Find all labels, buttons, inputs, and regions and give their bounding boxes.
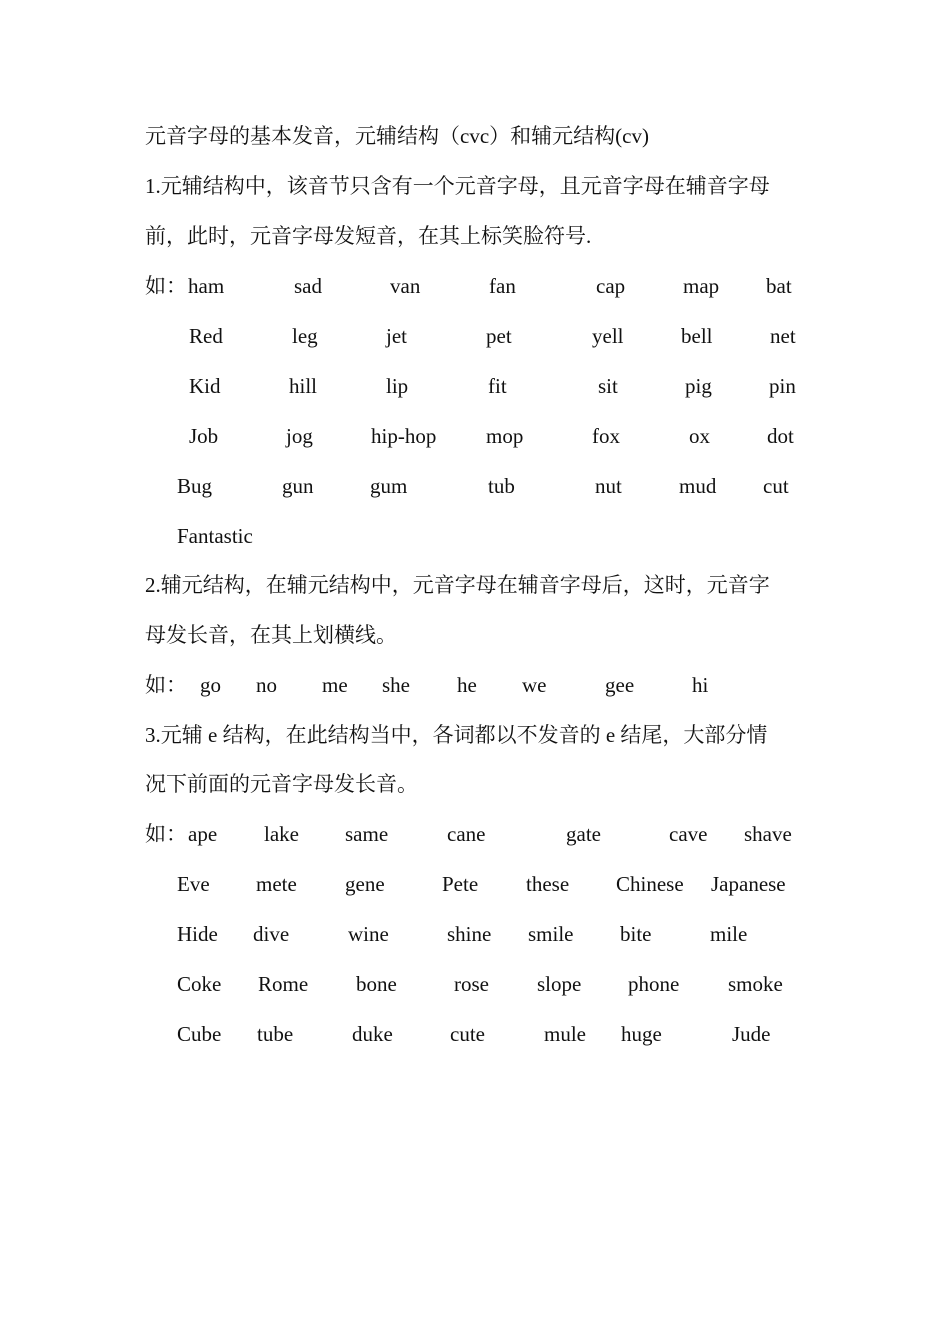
- word: same: [345, 822, 389, 846]
- word: Cube: [177, 1022, 222, 1046]
- word: Hide: [177, 922, 218, 946]
- word: bell: [681, 324, 713, 348]
- word: Eve: [177, 872, 210, 896]
- word: hi: [692, 673, 709, 697]
- word: fox: [592, 424, 620, 448]
- word: go: [200, 673, 221, 697]
- word: yell: [592, 324, 624, 348]
- word: Pete: [442, 872, 479, 896]
- word: mud: [679, 474, 717, 498]
- word: cute: [450, 1022, 485, 1046]
- section3-line1: 3.元辅 e 结构，在此结构当中，各词都以不发音的 e 结尾，大部分情: [145, 723, 768, 747]
- word: pin: [769, 374, 796, 398]
- word: rose: [454, 972, 489, 996]
- word: cane: [447, 822, 486, 846]
- word: Red: [189, 324, 223, 348]
- word: cap: [596, 274, 626, 298]
- word: Chinese: [616, 872, 684, 896]
- word: these: [526, 872, 570, 896]
- word: Job: [189, 424, 219, 448]
- word: me: [322, 673, 348, 697]
- word: lake: [264, 822, 299, 846]
- word: slope: [537, 972, 582, 996]
- word: tube: [257, 1022, 294, 1046]
- word: van: [390, 274, 421, 298]
- word: smoke: [728, 972, 783, 996]
- word: gene: [345, 872, 385, 896]
- word: gum: [370, 474, 408, 498]
- word: shine: [447, 922, 492, 946]
- word: nut: [595, 474, 622, 498]
- word: gun: [282, 474, 314, 498]
- word: no: [256, 673, 277, 697]
- word: sad: [294, 274, 322, 298]
- word: gate: [566, 822, 601, 846]
- word: Bug: [177, 474, 213, 498]
- word: bat: [766, 274, 792, 298]
- word: Fantastic: [177, 524, 253, 548]
- word: lip: [386, 374, 409, 398]
- word: we: [522, 673, 547, 697]
- word: phone: [628, 972, 680, 996]
- section1-line2: 前，此时，元音字母发短音，在其上标笑脸符号.: [145, 224, 592, 248]
- word: ox: [689, 424, 710, 448]
- section2-line1: 2.辅元结构，在辅元结构中，元音字母在辅音字母后，这时，元音字: [145, 573, 770, 597]
- word: net: [770, 324, 796, 348]
- section1-prefix: 如：: [145, 274, 187, 298]
- word: leg: [292, 324, 318, 348]
- word: pet: [486, 324, 512, 348]
- word: smile: [528, 922, 574, 946]
- word: he: [457, 673, 477, 697]
- word: jet: [386, 324, 407, 348]
- word: Japanese: [711, 872, 786, 896]
- word: fit: [488, 374, 507, 398]
- section3-prefix: 如：: [145, 822, 187, 846]
- section3-line2: 况下前面的元音字母发长音。: [145, 772, 418, 796]
- word: hill: [289, 374, 318, 398]
- word: mule: [544, 1022, 586, 1046]
- word: jog: [286, 424, 313, 448]
- word: Rome: [258, 972, 309, 996]
- word: mop: [486, 424, 524, 448]
- word: huge: [621, 1022, 662, 1046]
- word: bite: [620, 922, 652, 946]
- section2-line2: 母发长音，在其上划横线。: [145, 623, 397, 647]
- page-title: 元音字母的基本发音，元辅结构（cvc）和辅元结构(cv): [145, 124, 649, 148]
- word: cut: [763, 474, 789, 498]
- word: tub: [488, 474, 515, 498]
- word: gee: [605, 673, 635, 697]
- word: Coke: [177, 972, 222, 996]
- section2-prefix: 如：: [145, 673, 187, 697]
- word: Kid: [189, 374, 221, 398]
- word: duke: [352, 1022, 393, 1046]
- word: wine: [348, 922, 389, 946]
- word: pig: [685, 374, 712, 398]
- word: hip-hop: [371, 424, 437, 448]
- word: mete: [256, 872, 297, 896]
- word: shave: [744, 822, 792, 846]
- word: bone: [356, 972, 397, 996]
- word: ham: [188, 274, 225, 298]
- word: ape: [188, 822, 218, 846]
- word: sit: [598, 374, 618, 398]
- section1-line1: 1.元辅结构中，该音节只含有一个元音字母，且元音字母在辅音字母: [145, 174, 770, 198]
- word: mile: [710, 922, 748, 946]
- word: she: [382, 673, 410, 697]
- word: Jude: [732, 1022, 771, 1046]
- word: dot: [767, 424, 794, 448]
- word: dive: [253, 922, 290, 946]
- word: fan: [489, 274, 516, 298]
- word: cave: [669, 822, 708, 846]
- word: map: [683, 274, 720, 298]
